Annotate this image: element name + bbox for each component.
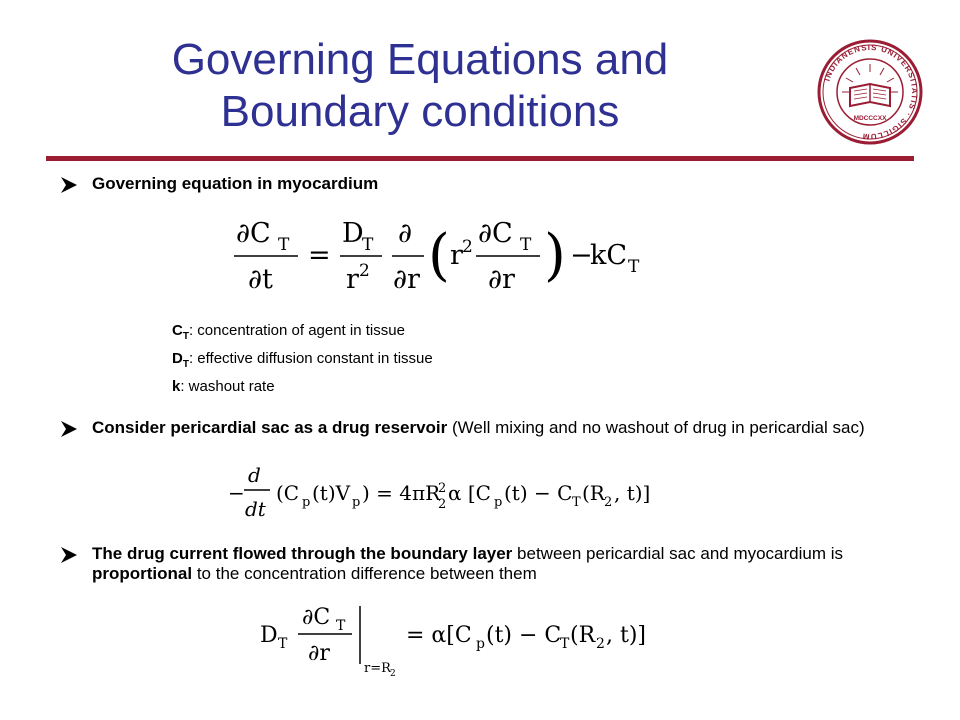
svg-text:T: T (362, 235, 374, 255)
boundary-condition-equation (256, 600, 696, 678)
svg-text:−: − (570, 240, 593, 271)
slide-title (90, 34, 750, 138)
svg-text:D: D (260, 623, 278, 648)
definition-row (172, 320, 433, 348)
bullet-normal-text: to the concentration difference between them (192, 564, 537, 583)
definition-text: : concentration of agent in tissue (188, 322, 405, 339)
svg-text:(R: (R (570, 623, 596, 648)
svg-text:dt: dt (245, 497, 266, 521)
title-line-2: Boundary conditions (220, 87, 620, 136)
definition-subscript: T (182, 359, 189, 370)
variable-definitions (172, 320, 433, 398)
svg-text:p: p (476, 636, 485, 652)
svg-text:INDIANENSIS UNIVERSITATIS · SI: INDIANENSIS UNIVERSITATIS · SIGILLUM (822, 42, 920, 142)
svg-text:(C: (C (276, 481, 300, 505)
svg-text:T: T (572, 495, 581, 510)
definition-symbol: k (172, 378, 181, 395)
svg-text:p: p (494, 495, 503, 510)
svg-text:∂r: ∂r (488, 264, 515, 295)
svg-text:2: 2 (604, 495, 613, 510)
svg-text:∂r: ∂r (393, 264, 420, 295)
svg-text:2: 2 (438, 497, 447, 512)
svg-text:, t)]: , t)] (606, 623, 646, 648)
diffusion-equation (228, 212, 668, 298)
svg-text:T: T (520, 235, 532, 255)
arrow-bullet-icon (58, 418, 80, 440)
svg-text:∂t: ∂t (248, 264, 273, 295)
definition-text: : effective diffusion constant in tissue (188, 350, 433, 367)
svg-text:p: p (302, 495, 311, 510)
definition-symbol: C (172, 322, 183, 339)
bullet-governing-equation (58, 174, 908, 194)
svg-text:(: ( (428, 223, 450, 288)
svg-text:T: T (278, 235, 290, 255)
svg-text:) = 4πR: ) = 4πR (362, 481, 441, 505)
definition-row (172, 376, 433, 398)
bullet-bold-text: The drug current flowed through the boundary layer (92, 544, 513, 563)
reservoir-equation (226, 464, 676, 528)
svg-text:∂C: ∂C (236, 218, 271, 249)
svg-text:∂C: ∂C (302, 605, 331, 630)
arrow-bullet-icon (58, 174, 80, 196)
svg-text:2: 2 (438, 481, 447, 496)
svg-text:): ) (544, 223, 566, 288)
definition-text: : washout rate (180, 378, 275, 395)
bullet-bold-text: proportional (92, 564, 193, 583)
arrow-bullet-icon (58, 544, 80, 566)
svg-text:(t) − C: (t) − C (504, 481, 573, 505)
svg-text:T: T (336, 618, 346, 634)
svg-text:T: T (628, 257, 640, 277)
svg-text:=: = (308, 240, 331, 271)
svg-text:r: r (450, 240, 463, 271)
svg-text:kC: kC (590, 240, 628, 271)
bullet-label: Governing equation in myocardium (92, 174, 379, 193)
svg-text:(R: (R (582, 481, 605, 505)
bullet-normal-text: (Well mixing and no washout of drug in pericardial sac) (447, 418, 865, 437)
svg-text:2: 2 (359, 261, 370, 281)
bullet-bold-text: Consider pericardial sac as a drug reservoir (92, 418, 448, 437)
definition-subscript: T (182, 331, 189, 342)
svg-text:2: 2 (390, 669, 396, 678)
svg-text:d: d (248, 464, 261, 487)
svg-text:(t)V: (t)V (312, 481, 351, 505)
bullet-drug-reservoir (58, 418, 908, 438)
svg-text:p: p (352, 495, 361, 510)
svg-text:(t) − C: (t) − C (486, 623, 562, 648)
title-divider (46, 156, 914, 161)
seal-year: MDCCCXX (853, 115, 887, 122)
bullet-boundary-layer (58, 544, 908, 584)
svg-text:2: 2 (462, 237, 473, 257)
svg-text:= α[C: = α[C (406, 623, 472, 648)
svg-text:, t)]: , t)] (614, 481, 651, 505)
svg-text:D: D (342, 218, 364, 249)
svg-text:T: T (560, 636, 570, 652)
svg-text:α [C: α [C (448, 481, 491, 505)
svg-text:2: 2 (596, 636, 605, 652)
svg-text:r: r (346, 264, 359, 295)
university-seal-logo (816, 38, 924, 146)
definition-symbol: D (172, 350, 183, 367)
svg-text:∂C: ∂C (478, 218, 513, 249)
svg-text:∂r: ∂r (308, 641, 330, 666)
bullet-normal-text: between pericardial sac and myocardium is (512, 544, 844, 563)
title-line-1: Governing Equations and (171, 35, 669, 84)
svg-text:−: − (228, 481, 245, 505)
svg-text:T: T (278, 636, 288, 652)
svg-text:∂: ∂ (398, 218, 412, 249)
svg-text:r=R: r=R (364, 661, 391, 676)
definition-row (172, 348, 433, 376)
